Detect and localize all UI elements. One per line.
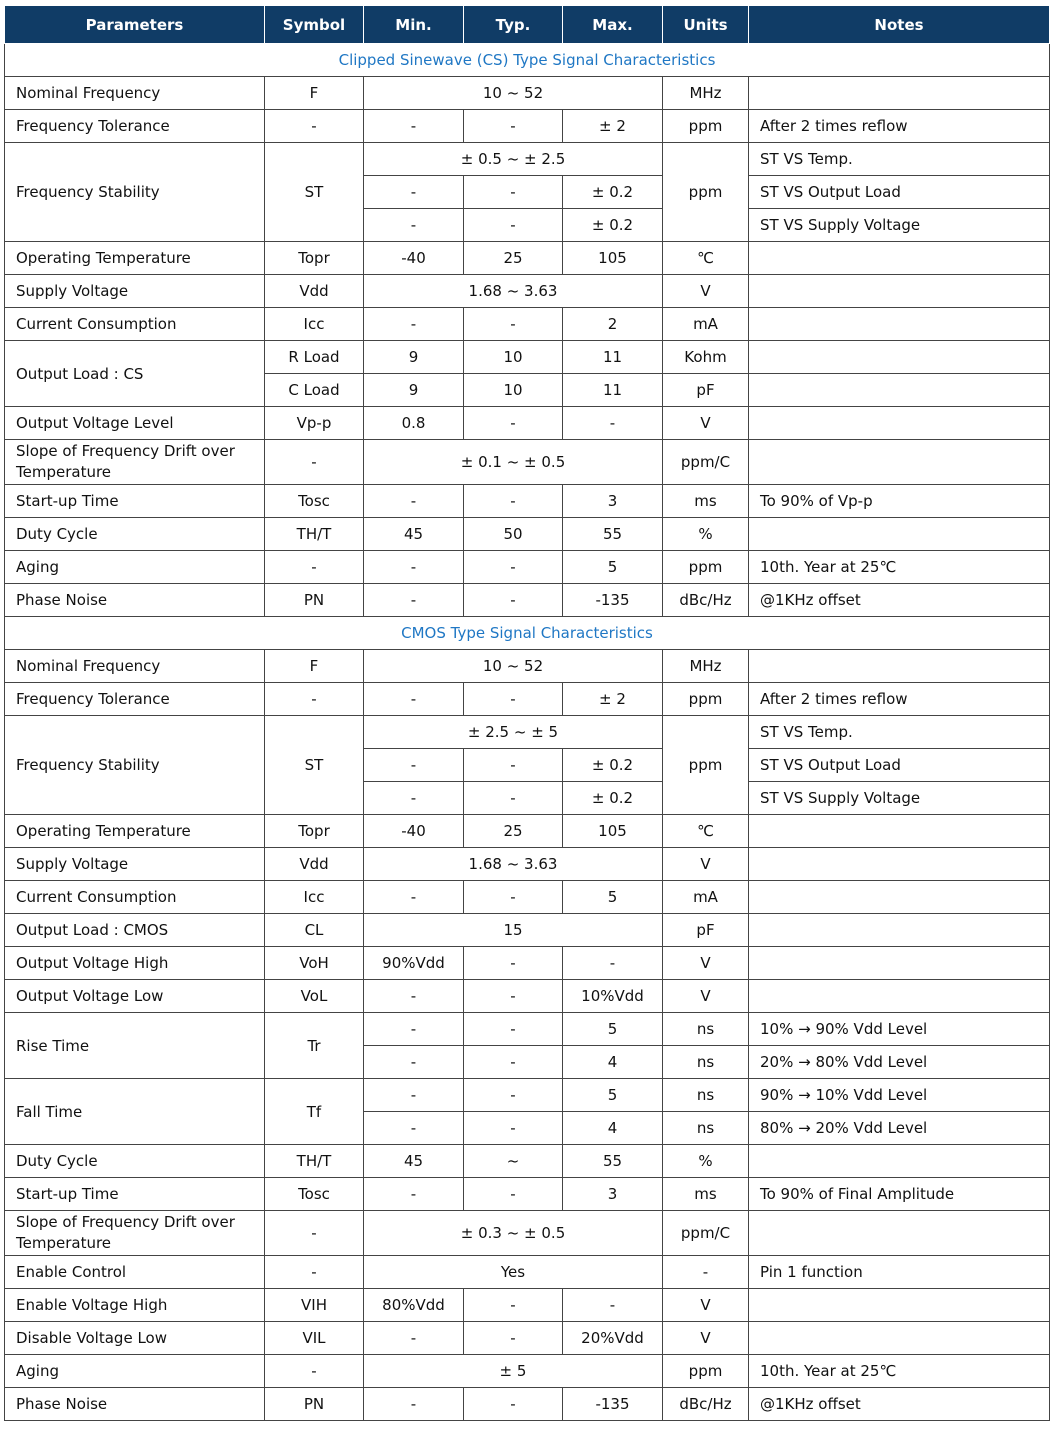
value-cell: - — [364, 110, 464, 143]
note-cell: Pin 1 function — [749, 1256, 1050, 1289]
value-cell: VIL — [265, 1322, 364, 1355]
value-cell: - — [464, 782, 563, 815]
value-cell: F — [265, 77, 364, 110]
table-row — [5, 341, 1050, 374]
note-cell: ST VS Temp. — [749, 716, 1050, 749]
value-cell: VoH — [265, 947, 364, 980]
value-cell: - — [663, 1256, 749, 1289]
value-cell: 3 — [563, 1178, 663, 1211]
parameter-cell: Frequency Tolerance — [5, 110, 265, 143]
value-cell: - — [464, 980, 563, 1013]
table-row — [5, 1388, 1050, 1421]
note-cell: 20% → 80% Vdd Level — [749, 1046, 1050, 1079]
table-row — [5, 716, 1050, 749]
value-cell: - — [464, 1289, 563, 1322]
table-row — [5, 1211, 1050, 1256]
header-max: Max. — [563, 6, 663, 44]
value-cell: 10%Vdd — [563, 980, 663, 1013]
value-cell: pF — [663, 374, 749, 407]
note-cell — [749, 440, 1050, 485]
value-cell: 55 — [563, 1145, 663, 1178]
value-cell: -135 — [563, 584, 663, 617]
note-cell — [749, 308, 1050, 341]
note-cell: To 90% of Vp-p — [749, 485, 1050, 518]
header-notes: Notes — [749, 6, 1050, 44]
value-cell: 10 — [464, 341, 563, 374]
value-cell: -40 — [364, 242, 464, 275]
value-cell: 10 ~ 52 — [364, 650, 663, 683]
note-cell: 10% → 90% Vdd Level — [749, 1013, 1050, 1046]
value-cell: - — [464, 683, 563, 716]
value-cell: 105 — [563, 242, 663, 275]
table-row — [5, 551, 1050, 584]
value-cell: 5 — [563, 551, 663, 584]
value-cell: ppm/C — [663, 1211, 749, 1256]
table-row — [5, 440, 1050, 485]
value-cell: - — [364, 881, 464, 914]
value-cell: CL — [265, 914, 364, 947]
value-cell: - — [265, 1211, 364, 1256]
value-cell: Kohm — [663, 341, 749, 374]
parameter-cell: Supply Voltage — [5, 275, 265, 308]
parameter-cell: Disable Voltage Low — [5, 1322, 265, 1355]
value-cell: 45 — [364, 1145, 464, 1178]
value-cell: ± 0.2 — [563, 749, 663, 782]
value-cell: - — [364, 1013, 464, 1046]
value-cell: - — [364, 1046, 464, 1079]
value-cell: 5 — [563, 881, 663, 914]
value-cell: MHz — [663, 77, 749, 110]
note-cell — [749, 77, 1050, 110]
value-cell: - — [464, 485, 563, 518]
parameter-cell: Fall Time — [5, 1079, 265, 1145]
parameter-cell: Operating Temperature — [5, 815, 265, 848]
value-cell: - — [364, 209, 464, 242]
value-cell: - — [364, 1079, 464, 1112]
header-units: Units — [663, 6, 749, 44]
table-row — [5, 584, 1050, 617]
parameter-cell: Operating Temperature — [5, 242, 265, 275]
value-cell: R Load — [265, 341, 364, 374]
parameter-cell: Start-up Time — [5, 1178, 265, 1211]
value-cell: Vp-p — [265, 407, 364, 440]
value-cell: PN — [265, 1388, 364, 1421]
value-cell: - — [464, 1046, 563, 1079]
value-cell: TH/T — [265, 1145, 364, 1178]
value-cell: dBc/Hz — [663, 1388, 749, 1421]
value-cell: V — [663, 1289, 749, 1322]
value-cell: ± 5 — [364, 1355, 663, 1388]
value-cell: - — [364, 683, 464, 716]
parameter-cell: Duty Cycle — [5, 1145, 265, 1178]
note-cell — [749, 914, 1050, 947]
value-cell: - — [464, 209, 563, 242]
value-cell: ± 2.5 ~ ± 5 — [364, 716, 663, 749]
value-cell: - — [464, 551, 563, 584]
value-cell: 5 — [563, 1013, 663, 1046]
value-cell: - — [364, 782, 464, 815]
value-cell: 3 — [563, 485, 663, 518]
note-cell — [749, 947, 1050, 980]
value-cell: ppm — [663, 143, 749, 242]
note-cell — [749, 980, 1050, 1013]
parameter-cell: Output Voltage Low — [5, 980, 265, 1013]
value-cell: Tosc — [265, 485, 364, 518]
note-cell — [749, 848, 1050, 881]
value-cell: - — [265, 440, 364, 485]
parameter-cell: Output Load : CMOS — [5, 914, 265, 947]
value-cell: 11 — [563, 374, 663, 407]
value-cell: 15 — [364, 914, 663, 947]
value-cell: - — [364, 1178, 464, 1211]
table-row — [5, 1355, 1050, 1388]
value-cell: Yes — [364, 1256, 663, 1289]
value-cell: Icc — [265, 308, 364, 341]
value-cell: - — [563, 407, 663, 440]
table-row — [5, 1079, 1050, 1112]
note-cell — [749, 1145, 1050, 1178]
value-cell: ppm — [663, 1355, 749, 1388]
value-cell: 55 — [563, 518, 663, 551]
table-row — [5, 77, 1050, 110]
table-row — [5, 518, 1050, 551]
table-row — [5, 980, 1050, 1013]
table-row — [5, 110, 1050, 143]
table-row — [5, 848, 1050, 881]
value-cell: - — [464, 1388, 563, 1421]
value-cell: TH/T — [265, 518, 364, 551]
note-cell — [749, 1289, 1050, 1322]
value-cell: V — [663, 1322, 749, 1355]
value-cell: - — [464, 1079, 563, 1112]
value-cell: - — [364, 980, 464, 1013]
parameter-cell: Phase Noise — [5, 584, 265, 617]
table-row — [5, 1178, 1050, 1211]
value-cell: - — [464, 407, 563, 440]
value-cell: ns — [663, 1079, 749, 1112]
table-row — [5, 1289, 1050, 1322]
value-cell: - — [364, 1388, 464, 1421]
value-cell: ± 0.5 ~ ± 2.5 — [364, 143, 663, 176]
section-title: CMOS Type Signal Characteristics — [5, 617, 1050, 650]
value-cell: - — [364, 1112, 464, 1145]
spec-body — [5, 44, 1050, 1421]
value-cell: 10 — [464, 374, 563, 407]
value-cell: 9 — [364, 374, 464, 407]
value-cell: pF — [663, 914, 749, 947]
value-cell: - — [364, 584, 464, 617]
value-cell: ± 0.2 — [563, 176, 663, 209]
value-cell: 105 — [563, 815, 663, 848]
value-cell: - — [464, 1112, 563, 1145]
value-cell: - — [563, 1289, 663, 1322]
value-cell: - — [364, 749, 464, 782]
value-cell: mA — [663, 308, 749, 341]
value-cell: ± 0.3 ~ ± 0.5 — [364, 1211, 663, 1256]
value-cell: 1.68 ~ 3.63 — [364, 848, 663, 881]
note-cell: ST VS Temp. — [749, 143, 1050, 176]
value-cell: 90%Vdd — [364, 947, 464, 980]
value-cell: 2 — [563, 308, 663, 341]
value-cell: 0.8 — [364, 407, 464, 440]
value-cell: -135 — [563, 1388, 663, 1421]
value-cell: ppm/C — [663, 440, 749, 485]
parameter-cell: Supply Voltage — [5, 848, 265, 881]
value-cell: - — [464, 176, 563, 209]
note-cell: After 2 times reflow — [749, 110, 1050, 143]
value-cell: 20%Vdd — [563, 1322, 663, 1355]
value-cell: ± 2 — [563, 683, 663, 716]
header-parameters: Parameters — [5, 6, 265, 44]
value-cell: - — [464, 749, 563, 782]
parameter-cell: Current Consumption — [5, 308, 265, 341]
value-cell: - — [563, 947, 663, 980]
value-cell: 11 — [563, 341, 663, 374]
spec-table — [4, 5, 1050, 1421]
value-cell: Vdd — [265, 848, 364, 881]
note-cell: 10th. Year at 25℃ — [749, 551, 1050, 584]
value-cell: ns — [663, 1112, 749, 1145]
value-cell: ms — [663, 1178, 749, 1211]
value-cell: 4 — [563, 1112, 663, 1145]
table-row — [5, 914, 1050, 947]
note-cell — [749, 275, 1050, 308]
parameter-cell: Output Voltage Level — [5, 407, 265, 440]
value-cell: 1.68 ~ 3.63 — [364, 275, 663, 308]
parameter-cell: Phase Noise — [5, 1388, 265, 1421]
value-cell: - — [265, 1355, 364, 1388]
table-row — [5, 1256, 1050, 1289]
note-cell — [749, 650, 1050, 683]
note-cell: ST VS Output Load — [749, 749, 1050, 782]
value-cell: - — [464, 1178, 563, 1211]
section-title: Clipped Sinewave (CS) Type Signal Characteristics — [5, 44, 1050, 77]
value-cell: - — [364, 551, 464, 584]
value-cell: - — [265, 551, 364, 584]
value-cell: V — [663, 980, 749, 1013]
parameter-cell: Enable Voltage High — [5, 1289, 265, 1322]
note-cell: 10th. Year at 25℃ — [749, 1355, 1050, 1388]
value-cell: ppm — [663, 683, 749, 716]
value-cell: - — [364, 485, 464, 518]
table-row — [5, 308, 1050, 341]
parameter-cell: Slope of Frequency Drift over Temperature — [5, 440, 265, 485]
value-cell: ns — [663, 1046, 749, 1079]
value-cell: ± 2 — [563, 110, 663, 143]
note-cell: 90% → 10% Vdd Level — [749, 1079, 1050, 1112]
value-cell: C Load — [265, 374, 364, 407]
value-cell: - — [464, 947, 563, 980]
value-cell: ST — [265, 143, 364, 242]
parameter-cell: Current Consumption — [5, 881, 265, 914]
value-cell: - — [464, 881, 563, 914]
value-cell: 5 — [563, 1079, 663, 1112]
note-cell — [749, 815, 1050, 848]
value-cell: - — [364, 1322, 464, 1355]
value-cell: V — [663, 848, 749, 881]
parameter-cell: Nominal Frequency — [5, 650, 265, 683]
table-row — [5, 881, 1050, 914]
value-cell: ± 0.2 — [563, 782, 663, 815]
table-row — [5, 407, 1050, 440]
value-cell: ns — [663, 1013, 749, 1046]
value-cell: - — [265, 110, 364, 143]
table-row — [5, 1013, 1050, 1046]
value-cell: - — [464, 584, 563, 617]
value-cell: 80%Vdd — [364, 1289, 464, 1322]
value-cell: - — [464, 110, 563, 143]
value-cell: 9 — [364, 341, 464, 374]
value-cell: ppm — [663, 716, 749, 815]
table-row — [5, 650, 1050, 683]
value-cell: 10 ~ 52 — [364, 77, 663, 110]
note-cell — [749, 1322, 1050, 1355]
table-row — [5, 485, 1050, 518]
parameter-cell: Output Load : CS — [5, 341, 265, 407]
value-cell: ST — [265, 716, 364, 815]
note-cell: ST VS Supply Voltage — [749, 209, 1050, 242]
parameter-cell: Frequency Stability — [5, 716, 265, 815]
table-row — [5, 683, 1050, 716]
parameter-cell: Frequency Stability — [5, 143, 265, 242]
parameter-cell: Duty Cycle — [5, 518, 265, 551]
parameter-cell: Nominal Frequency — [5, 77, 265, 110]
note-cell — [749, 242, 1050, 275]
note-cell — [749, 341, 1050, 374]
parameter-cell: Output Voltage High — [5, 947, 265, 980]
parameter-cell: Frequency Tolerance — [5, 683, 265, 716]
value-cell: VoL — [265, 980, 364, 1013]
table-row — [5, 143, 1050, 176]
value-cell: 25 — [464, 242, 563, 275]
value-cell: PN — [265, 584, 364, 617]
value-cell: - — [364, 176, 464, 209]
value-cell: - — [464, 1322, 563, 1355]
parameter-cell: Rise Time — [5, 1013, 265, 1079]
value-cell: VIH — [265, 1289, 364, 1322]
section-row — [5, 44, 1050, 77]
value-cell: V — [663, 407, 749, 440]
value-cell: mA — [663, 881, 749, 914]
value-cell: 4 — [563, 1046, 663, 1079]
note-cell: 80% → 20% Vdd Level — [749, 1112, 1050, 1145]
value-cell: Topr — [265, 242, 364, 275]
value-cell: Tf — [265, 1079, 364, 1145]
note-cell: ST VS Output Load — [749, 176, 1050, 209]
header-symbol: Symbol — [265, 6, 364, 44]
value-cell: 50 — [464, 518, 563, 551]
value-cell: - — [265, 683, 364, 716]
value-cell: ± 0.2 — [563, 209, 663, 242]
value-cell: Vdd — [265, 275, 364, 308]
note-cell — [749, 407, 1050, 440]
parameter-cell: Enable Control — [5, 1256, 265, 1289]
note-cell — [749, 1211, 1050, 1256]
value-cell: Icc — [265, 881, 364, 914]
section-row — [5, 617, 1050, 650]
value-cell: F — [265, 650, 364, 683]
note-cell: ST VS Supply Voltage — [749, 782, 1050, 815]
note-cell — [749, 881, 1050, 914]
value-cell: V — [663, 947, 749, 980]
header-min: Min. — [364, 6, 464, 44]
note-cell: @1KHz offset — [749, 1388, 1050, 1421]
value-cell: ℃ — [663, 815, 749, 848]
value-cell: - — [265, 1256, 364, 1289]
note-cell — [749, 518, 1050, 551]
value-cell: 25 — [464, 815, 563, 848]
value-cell: ~ — [464, 1145, 563, 1178]
value-cell: - — [464, 308, 563, 341]
value-cell: Tosc — [265, 1178, 364, 1211]
value-cell: MHz — [663, 650, 749, 683]
table-row — [5, 947, 1050, 980]
value-cell: ms — [663, 485, 749, 518]
header-typ: Typ. — [464, 6, 563, 44]
note-cell: @1KHz offset — [749, 584, 1050, 617]
value-cell: 45 — [364, 518, 464, 551]
parameter-cell: Aging — [5, 551, 265, 584]
value-cell: ppm — [663, 551, 749, 584]
value-cell: % — [663, 1145, 749, 1178]
parameter-cell: Slope of Frequency Drift over Temperature — [5, 1211, 265, 1256]
note-cell: After 2 times reflow — [749, 683, 1050, 716]
table-row — [5, 275, 1050, 308]
value-cell: ± 0.1 ~ ± 0.5 — [364, 440, 663, 485]
table-row — [5, 1322, 1050, 1355]
value-cell: % — [663, 518, 749, 551]
value-cell: - — [464, 1013, 563, 1046]
note-cell: To 90% of Final Amplitude — [749, 1178, 1050, 1211]
header-row — [5, 6, 1050, 44]
value-cell: -40 — [364, 815, 464, 848]
value-cell: - — [364, 308, 464, 341]
value-cell: Tr — [265, 1013, 364, 1079]
value-cell: V — [663, 275, 749, 308]
table-row — [5, 242, 1050, 275]
value-cell: Topr — [265, 815, 364, 848]
value-cell: ppm — [663, 110, 749, 143]
value-cell: ℃ — [663, 242, 749, 275]
parameter-cell: Start-up Time — [5, 485, 265, 518]
table-row — [5, 1145, 1050, 1178]
note-cell — [749, 374, 1050, 407]
value-cell: dBc/Hz — [663, 584, 749, 617]
parameter-cell: Aging — [5, 1355, 265, 1388]
table-row — [5, 815, 1050, 848]
